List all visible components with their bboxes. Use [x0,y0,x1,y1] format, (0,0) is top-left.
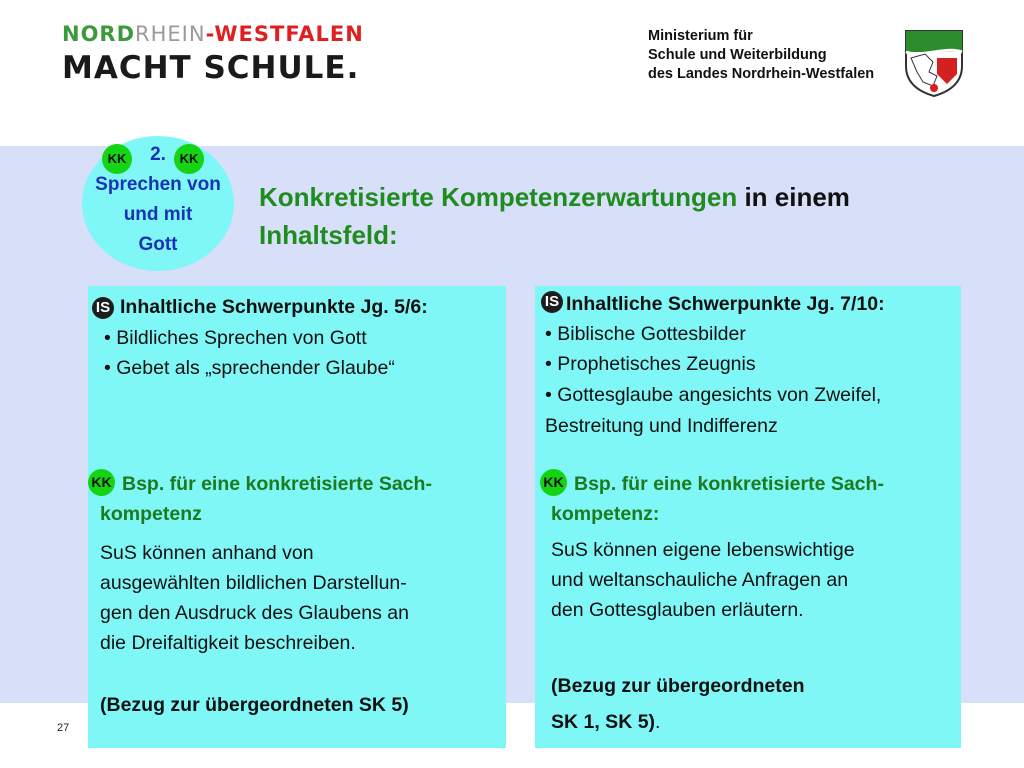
left-box-title: Inhaltliche Schwerpunkte Jg. 5/6: [120,296,428,318]
topic-number: 2. [150,144,166,165]
is-badge-left: IS [92,297,114,319]
kk-badge-left-box: KK [88,469,115,496]
right-example-title-2: kompetenz: [551,503,660,525]
left-body-4: die Dreifaltigkeit beschreiben. [100,632,356,654]
right-bullet-2: • Prophetisches Zeugnis [545,353,756,375]
page-title: Konkretisierte Kompetenzerwartungen in einem Inhaltsfeld: [259,182,850,250]
right-bullet-3: • Gottesglaube angesichts von Zweifel, [545,384,882,406]
right-body-3: den Gottesglauben erläutern. [551,599,804,621]
right-reference-2: SK 1, SK 5). [551,711,661,733]
kk-badge-right-box: KK [540,469,567,496]
right-body-2: und weltanschauliche Anfragen an [551,569,849,591]
nrw-crest-icon [903,28,965,98]
left-example-title-1: Bsp. für eine konkretisierte Sach- [122,473,432,495]
left-bullet-1: • Bildliches Sprechen von Gott [104,327,367,349]
right-body-1: SuS können eigene lebenswichtige [551,539,855,561]
right-bullet-4: Bestreitung und Indifferenz [545,415,778,437]
logo-line1: NORDRHEIN-WESTFALEN [62,22,364,46]
right-bullet-1: • Biblische Gottesbilder [545,323,746,345]
ministry-name: Ministerium für Schule und Weiterbildung des Landes Nordrhein-Westfalen [648,28,875,82]
left-body-3: gen den Ausdruck des Glaubens an [100,602,409,624]
topic-circle-text: 2. Sprechen von und mit Gott [82,140,234,260]
right-box-title: Inhaltliche Schwerpunkte Jg. 7/10: [566,293,885,315]
kk-badge-right: KK [174,144,204,174]
logo-line2: MACHT SCHULE. [62,50,360,86]
left-body-2: ausgewählten bildlichen Darstellun- [100,572,407,594]
page-number: 27 [57,722,70,734]
left-reference: (Bezug zur übergeordneten SK 5) [100,694,409,716]
right-reference-1: (Bezug zur übergeordneten [551,675,805,697]
kk-badge-left: KK [102,144,132,174]
left-example-title-2: kompetenz [100,503,202,525]
left-bullet-2: • Gebet als „sprechender Glaube“ [104,357,395,379]
left-body-1: SuS können anhand von [100,542,314,564]
is-badge-right: IS [541,291,563,313]
right-example-title-1: Bsp. für eine konkretisierte Sach- [574,473,884,495]
